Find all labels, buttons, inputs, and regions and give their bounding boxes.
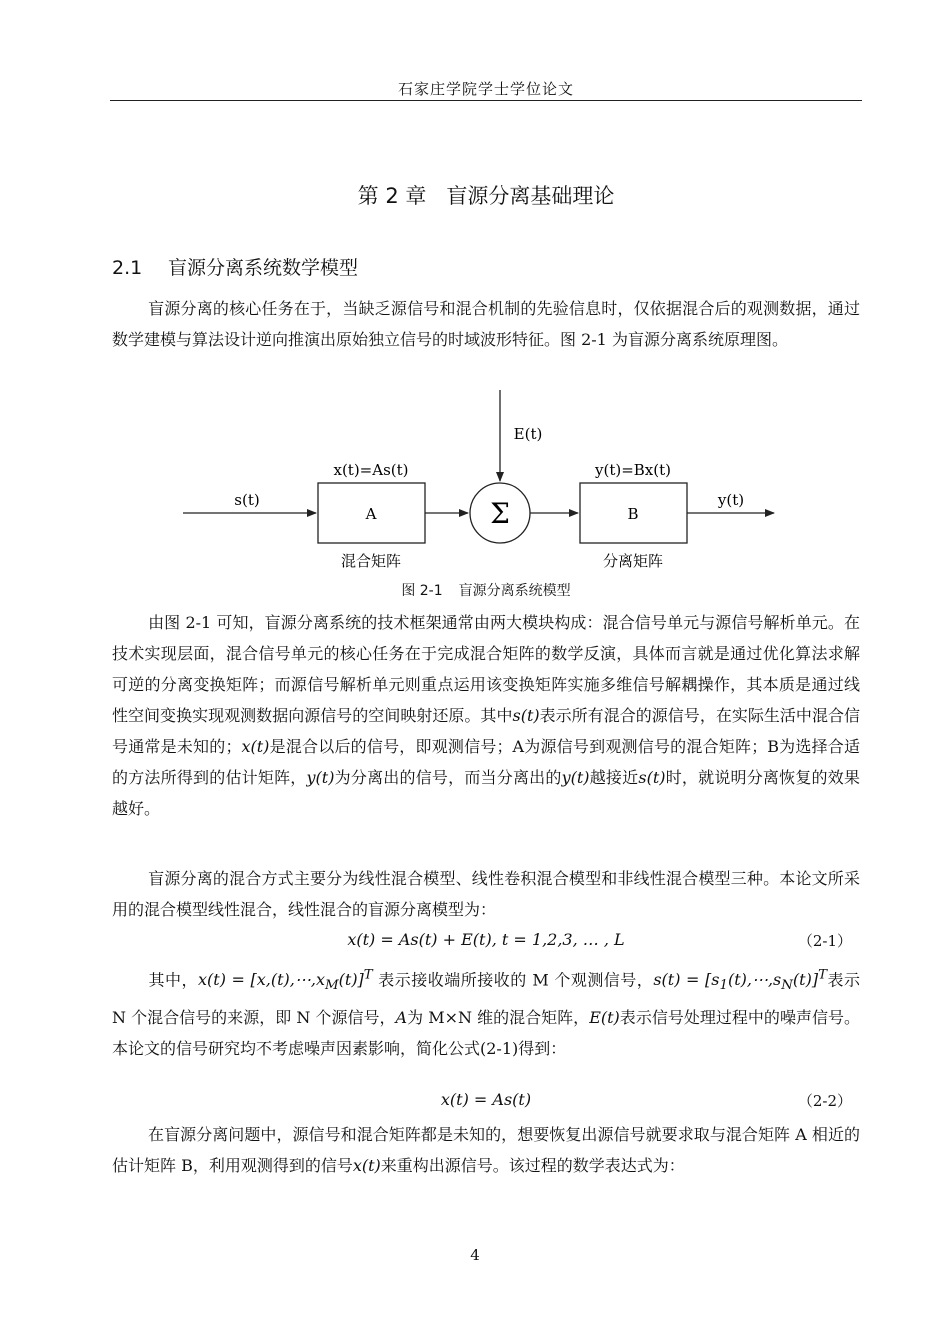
paragraph-intro — [112, 293, 860, 355]
section-heading — [112, 253, 358, 280]
paragraph-mixing-types — [112, 863, 860, 925]
math-part: (t)] — [792, 970, 819, 990]
math-sub: 1 — [719, 978, 728, 994]
math-part: s(t) = [s — [653, 970, 720, 990]
paragraph-mixing-types-text: 盲源分离的混合方式主要分为线性混合模型、线性卷积混合模型和非线性混合模型三种。本论文所采用的混合模型线性混合，线性混合的盲源分离模型为： — [112, 869, 860, 919]
paragraph-intro-text: 盲源分离的核心任务在于，当缺乏源信号和混合机制的先验信息时，仅依据混合后的观测数据，通过数学建模与算法设计逆向推演出原始独立信号的时域波形特征。图 2-1 为盲源分离系统原理图。 — [112, 299, 860, 349]
equation-2-1-body: x(t) = As(t) + E(t), t = 1,2,3, … , L — [347, 930, 625, 949]
math-inline: E(t) — [589, 1007, 620, 1027]
running-header: 石家庄学院学士学位论文 — [397, 80, 574, 98]
mixing-block-label: A — [365, 505, 377, 523]
mixing-equation: x(t)=As(t) — [333, 461, 409, 479]
text-run: 表示 N 个混合信号的来源，即 N 个源信号， — [112, 970, 860, 1027]
equation-2-2-body: x(t) = As(t) — [440, 1090, 532, 1109]
section-title: 盲源分离系统数学模型 — [168, 257, 359, 279]
math-sub: M — [324, 978, 339, 994]
math-inline: x(t) — [241, 737, 270, 756]
math-inline — [653, 968, 827, 994]
bss-system-diagram — [0, 385, 950, 585]
text-run: 在盲源分离问题中，源信号和混合矩阵都是未知的，想要恢复出源信号就要求取与混合矩阵 A 相近的估计矩阵 B，利用观测得到的信号 — [112, 1125, 860, 1175]
text-run: 时，就说明分离恢复的效果越好。 — [112, 768, 860, 818]
math-part: (t)] — [338, 970, 364, 990]
chapter-title: 盲源分离基础理论 — [446, 184, 615, 208]
text-run: 越接近 — [589, 768, 639, 787]
math-inline: s(t) — [512, 706, 540, 725]
math-inline: A — [395, 1007, 408, 1027]
equation-2-2 — [112, 1090, 860, 1120]
math-inline: x(t) — [352, 1156, 381, 1175]
text-run: 为分离出的信号，而当分离出的 — [334, 768, 562, 787]
chapter-heading — [110, 180, 862, 210]
math-sup: T — [363, 968, 373, 983]
noise-label: E(t) — [513, 425, 543, 443]
sum-symbol: Σ — [490, 497, 510, 530]
output-label: y(t) — [717, 491, 745, 509]
input-label: s(t) — [234, 491, 260, 509]
paragraph-definitions — [112, 960, 860, 1064]
figure-caption-number: 图 2-1 — [401, 583, 443, 599]
text-run: 由图 2-1 可知，盲源分离系统的技术框架通常由两大模块构成：混合信号单元与源信号解析单元。在技术实现层面，混合信号单元的核心任务在于完成混合矩阵的数学反演，具体而言就是通过优化算法求解可逆的分离变换矩阵；而源信号解析单元则重点运用该变换矩阵实施多维信号解耦操作，其本质是通过线性空间变换实现观测数据向源信号的空间映射还原。其中 — [112, 613, 860, 725]
page-number: 4 — [470, 1246, 480, 1264]
equation-2-1 — [112, 930, 860, 960]
text-run: 为 M×N 维的混合矩阵， — [407, 1007, 590, 1027]
separation-equation: y(t)=Bx(t) — [595, 461, 671, 479]
math-sub: N — [781, 978, 793, 994]
section-number: 2.1 — [112, 257, 143, 279]
equation-2-1-number: （2-1） — [797, 932, 852, 950]
separation-name: 分离矩阵 — [602, 552, 664, 570]
math-sup: T — [818, 968, 827, 983]
text-run: 表示接收端所接收的 M 个观测信号， — [372, 970, 654, 990]
math-inline: y(t) — [561, 768, 590, 787]
text-run: 表示所有混合的源信号，在实际生活中混合信号通常是未知的； — [112, 706, 860, 756]
math-part: x(t) = [x,(t),⋯,x — [198, 970, 325, 990]
math-inline: y(t) — [306, 768, 335, 787]
text-run: 表示信号处理过程中的噪声信号。本论文的信号研究均不考虑噪声因素影响，简化公式(2-1)得到： — [112, 1007, 860, 1058]
text-run: 是混合以后的信号，即观测信号；A为源信号到观测信号的混合矩阵；B为选择合适的方法所得到的估计矩阵， — [112, 737, 860, 787]
separation-block-label: B — [627, 505, 639, 523]
math-inline — [198, 968, 373, 994]
math-part: (t),⋯,s — [727, 970, 782, 990]
header-rule — [110, 100, 862, 101]
paragraph-framework — [112, 607, 860, 824]
figure-caption — [112, 580, 860, 600]
equation-2-2-number: （2-2） — [797, 1092, 852, 1110]
paragraph-separation — [112, 1119, 860, 1181]
text-run: 来重构出源信号。该过程的数学表达式为： — [380, 1156, 685, 1175]
figure-caption-title: 盲源分离系统模型 — [458, 583, 571, 599]
mixing-name: 混合矩阵 — [340, 552, 402, 570]
math-inline: s(t) — [638, 768, 666, 787]
text-run: 其中， — [148, 970, 198, 990]
chapter-label: 第 2 章 — [357, 184, 427, 208]
